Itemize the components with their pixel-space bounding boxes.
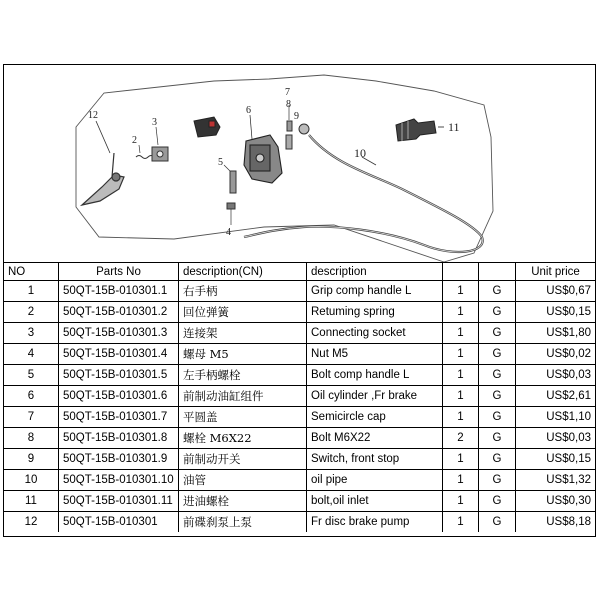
table-row	[4, 386, 596, 407]
header-qty	[443, 263, 479, 281]
cell-parts-no: 50QT-15B-010301.1	[59, 281, 179, 302]
cell-unit: G	[479, 344, 516, 365]
cell-parts-no: 50QT-15B-010301.11	[59, 491, 179, 512]
cell-qty: 1	[443, 365, 479, 386]
cell-desc-cn: 螺栓 M6X22	[179, 428, 307, 449]
cell-parts-no: 50QT-15B-010301.5	[59, 365, 179, 386]
cell-parts-no: 50QT-15B-010301.10	[59, 470, 179, 491]
table-row	[4, 449, 596, 470]
cell-no: 12	[4, 512, 59, 533]
cell-desc-cn: 前碟刹泵上泵	[179, 512, 307, 533]
callout-11: 11	[448, 120, 460, 134]
header-unit	[479, 263, 516, 281]
cell-desc-en: Semicircle cap	[307, 407, 443, 428]
cell-qty: 1	[443, 470, 479, 491]
cell-qty: 1	[443, 281, 479, 302]
cell-unit-price: US$0,67	[516, 281, 596, 302]
cell-qty: 1	[443, 491, 479, 512]
cell-unit-price: US$0,03	[516, 428, 596, 449]
table-row	[4, 428, 596, 449]
cell-parts-no: 50QT-15B-010301.9	[59, 449, 179, 470]
cell-unit: G	[479, 407, 516, 428]
cell-parts-no: 50QT-15B-010301	[59, 512, 179, 533]
cell-desc-cn: 回位弹簧	[179, 302, 307, 323]
cell-desc-en: Bolt M6X22	[307, 428, 443, 449]
table-row	[4, 491, 596, 512]
cell-unit: G	[479, 281, 516, 302]
cell-desc-en: Connecting socket	[307, 323, 443, 344]
cell-desc-en: Oil cylinder ,Fr brake	[307, 386, 443, 407]
cell-unit-price: US$2,61	[516, 386, 596, 407]
cell-desc-cn: 连接架	[179, 323, 307, 344]
cell-unit: G	[479, 491, 516, 512]
cell-no: 7	[4, 407, 59, 428]
part-3-socket	[152, 127, 168, 161]
table-row	[4, 365, 596, 386]
table-row	[4, 344, 596, 365]
cell-desc-cn: 油管	[179, 470, 307, 491]
cell-qty: 1	[443, 449, 479, 470]
cell-unit-price: US$1,10	[516, 407, 596, 428]
cell-parts-no: 50QT-15B-010301.3	[59, 323, 179, 344]
cell-qty: 1	[443, 302, 479, 323]
part-11-inlet-bolt	[396, 119, 444, 141]
table-row	[4, 470, 596, 491]
header-unit-price: Unit price	[516, 263, 596, 281]
callout-9: 9	[294, 111, 299, 122]
cell-qty: 2	[443, 428, 479, 449]
header-desc-en: description	[307, 263, 443, 281]
cell-unit: G	[479, 449, 516, 470]
cell-no: 11	[4, 491, 59, 512]
cell-parts-no: 50QT-15B-010301.7	[59, 407, 179, 428]
cell-unit-price: US$0,30	[516, 491, 596, 512]
cell-desc-en: Nut M5	[307, 344, 443, 365]
cell-qty: 1	[443, 344, 479, 365]
part-4-nut	[227, 203, 235, 225]
cell-no: 4	[4, 344, 59, 365]
cell-no: 2	[4, 302, 59, 323]
cell-qty: 1	[443, 323, 479, 344]
cell-unit: G	[479, 386, 516, 407]
cell-no: 5	[4, 365, 59, 386]
cell-qty: 1	[443, 512, 479, 533]
cell-no: 3	[4, 323, 59, 344]
cell-unit-price: US$1,32	[516, 470, 596, 491]
cell-desc-en: bolt,oil inlet	[307, 491, 443, 512]
diagram-outline	[76, 75, 493, 262]
part-5-bolt	[224, 165, 236, 193]
table-body	[4, 281, 596, 533]
cell-unit: G	[479, 512, 516, 533]
table-row	[4, 407, 596, 428]
callout-3: 3	[152, 117, 157, 128]
table-row	[4, 281, 596, 302]
cell-desc-en: Bolt comp handle L	[307, 365, 443, 386]
cell-desc-en: Switch, front stop	[307, 449, 443, 470]
callout-4: 4	[226, 227, 231, 238]
part-12-lever	[82, 121, 124, 205]
table-row	[4, 323, 596, 344]
table-header-row	[4, 263, 596, 281]
cell-no: 1	[4, 281, 59, 302]
part-9-switch	[286, 135, 292, 149]
cell-no: 9	[4, 449, 59, 470]
cell-unit-price: US$8,18	[516, 512, 596, 533]
callout-2: 2	[132, 135, 137, 146]
cell-desc-en: oil pipe	[307, 470, 443, 491]
cell-unit: G	[479, 302, 516, 323]
cell-qty: 1	[443, 407, 479, 428]
cell-desc-cn: 螺母 M5	[179, 344, 307, 365]
cell-parts-no: 50QT-15B-010301.6	[59, 386, 179, 407]
cell-no: 6	[4, 386, 59, 407]
cell-qty: 1	[443, 386, 479, 407]
cell-unit: G	[479, 323, 516, 344]
cell-parts-no: 50QT-15B-010301.4	[59, 344, 179, 365]
cell-unit-price: US$0,15	[516, 302, 596, 323]
callout-6: 6	[246, 105, 251, 116]
table-row	[4, 302, 596, 323]
cell-desc-cn: 前制动油缸组件	[179, 386, 307, 407]
cell-unit-price: US$0,02	[516, 344, 596, 365]
cell-desc-en: Retuming spring	[307, 302, 443, 323]
cell-unit-price: US$0,03	[516, 365, 596, 386]
callout-10: 10	[354, 146, 366, 160]
cell-desc-cn: 右手柄	[179, 281, 307, 302]
part-eye-fitting	[299, 124, 309, 134]
cell-no: 8	[4, 428, 59, 449]
cell-unit-price: US$1,80	[516, 323, 596, 344]
cell-unit: G	[479, 365, 516, 386]
callout-12: 12	[88, 110, 98, 121]
cell-parts-no: 50QT-15B-010301.2	[59, 302, 179, 323]
cell-desc-en: Grip comp handle L	[307, 281, 443, 302]
callout-7: 7	[285, 87, 290, 98]
cell-desc-cn: 平圆盖	[179, 407, 307, 428]
callout-5: 5	[218, 157, 223, 168]
cell-parts-no: 50QT-15B-010301.8	[59, 428, 179, 449]
cell-desc-cn: 左手柄螺栓	[179, 365, 307, 386]
table-row	[4, 512, 596, 533]
part-7-cap	[194, 117, 220, 137]
cell-unit: G	[479, 470, 516, 491]
cell-desc-cn: 进油螺栓	[179, 491, 307, 512]
cell-unit-price: US$0,15	[516, 449, 596, 470]
callout-8: 8	[286, 99, 291, 110]
exploded-parts-diagram	[4, 65, 595, 262]
cell-no: 10	[4, 470, 59, 491]
parts-table	[3, 262, 596, 532]
header-desc-cn: description(CN)	[179, 263, 307, 281]
part-6-cylinder	[244, 115, 282, 183]
cell-desc-en: Fr disc brake pump	[307, 512, 443, 533]
header-parts-no: Parts No	[59, 263, 179, 281]
cell-unit: G	[479, 428, 516, 449]
header-no: NO	[4, 263, 59, 281]
cell-desc-cn: 前制动开关	[179, 449, 307, 470]
part-2-spring	[136, 145, 154, 159]
